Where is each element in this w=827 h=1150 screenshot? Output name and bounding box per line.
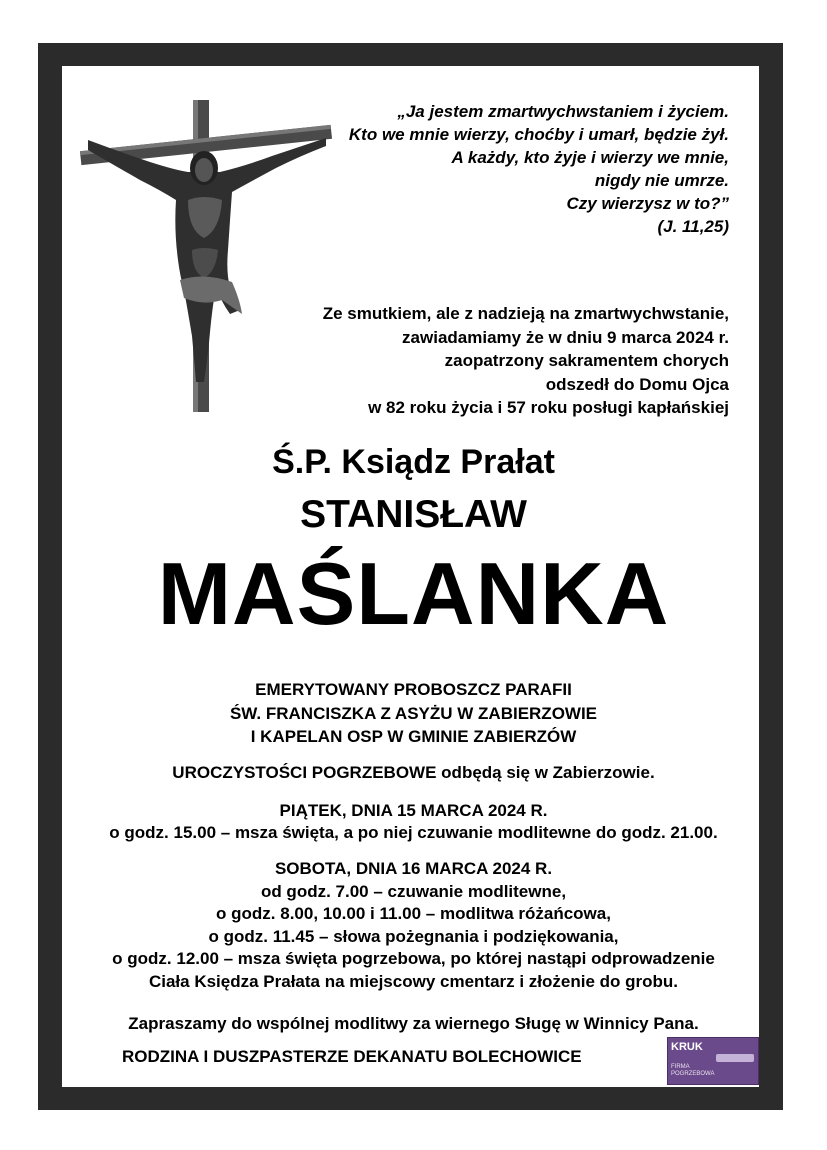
schedule-line: o godz. 15.00 – msza święta, a po niej czuwanie modlitewne do godz. 21.00. [109, 823, 718, 842]
logo-subtitle: FIRMA POGRZEBOWA [671, 1064, 715, 1077]
announcement-line: w 82 roku życia i 57 roku posługi kapłańskiej [368, 398, 729, 417]
death-announcement [229, 302, 729, 420]
quote-line: Kto we mnie wierzy, choćby i umarł, będzie żył. [348, 125, 729, 144]
quote-line: „Ja jestem zmartwychwstaniem i życiem. [397, 102, 729, 121]
deceased-surname: MAŚLANKA [157, 544, 670, 643]
announcement-line: zaopatrzony sakramentem chorych [444, 351, 729, 370]
schedule-line: o godz. 12.00 – msza święta pogrzebowa, po której nastąpi odprowadzenie [112, 949, 715, 968]
quote-line: Czy wierzysz w to?” [566, 194, 729, 213]
schedule-line: o godz. 8.00, 10.00 i 11.00 – modlitwa różańcowa, [216, 904, 611, 923]
announcement-line: odszedł do Domu Ojca [545, 374, 729, 394]
deceased-title: Ś.P. Ksiądz Prałat [272, 443, 555, 481]
ceremony-location: odbędą się w Zabierzowie. [436, 763, 655, 782]
quote-reference: (J. 11,25) [657, 217, 729, 236]
schedule-line: o godz. 11.45 – słowa pożegnania i podziękowania, [208, 926, 619, 946]
ceremony-heading: UROCZYSTOŚCI POGRZEBOWE [172, 763, 437, 782]
logo-decoration [716, 1054, 754, 1062]
day1-heading: PIĄTEK, DNIA 15 MARCA 2024 R. [279, 801, 548, 820]
role-line: EMERYTOWANY PROBOSZCZ PARAFII [255, 680, 572, 699]
announcement-line: zawiadamiamy że w dniu 9 marca 2024 r. [402, 327, 729, 347]
day2-schedule [0, 858, 827, 993]
schedule-line: Ciała Księdza Prałata na miejscowy cmentarz i złożenie do grobu. [148, 971, 679, 991]
deceased-first-name: STANISŁAW [300, 493, 527, 536]
day2-heading: SOBOTA, DNIA 16 MARCA 2024 R. [274, 859, 553, 878]
funeral-home-logo [667, 1037, 759, 1085]
role-line: ŚW. FRANCISZKA Z ASYŻU W ZABIERZOWIE [229, 703, 598, 723]
bible-quote [309, 100, 729, 238]
quote-line: A każdy, kto żyje i wierzy we mnie, [451, 148, 729, 167]
signature: RODZINA I DUSZPASTERZE DEKANATU BOLECHOWICE [122, 1047, 582, 1066]
logo-name: KRUK [671, 1041, 703, 1053]
deceased-role [0, 678, 827, 749]
schedule-line: od godz. 7.00 – czuwanie modlitewne, [260, 881, 567, 901]
ceremony-info [0, 762, 827, 784]
announcement-line: Ze smutkiem, ale z nadzieją na zmartwychwstanie, [322, 304, 729, 323]
prayer-invitation: Zapraszamy do wspólnej modlitwy za wiernego Sługę w Winnicy Pana. [128, 1014, 699, 1033]
day1-schedule [0, 800, 827, 844]
quote-line: nigdy nie umrze. [594, 171, 729, 190]
role-line: I KAPELAN OSP W GMINIE ZABIERZÓW [250, 727, 577, 746]
